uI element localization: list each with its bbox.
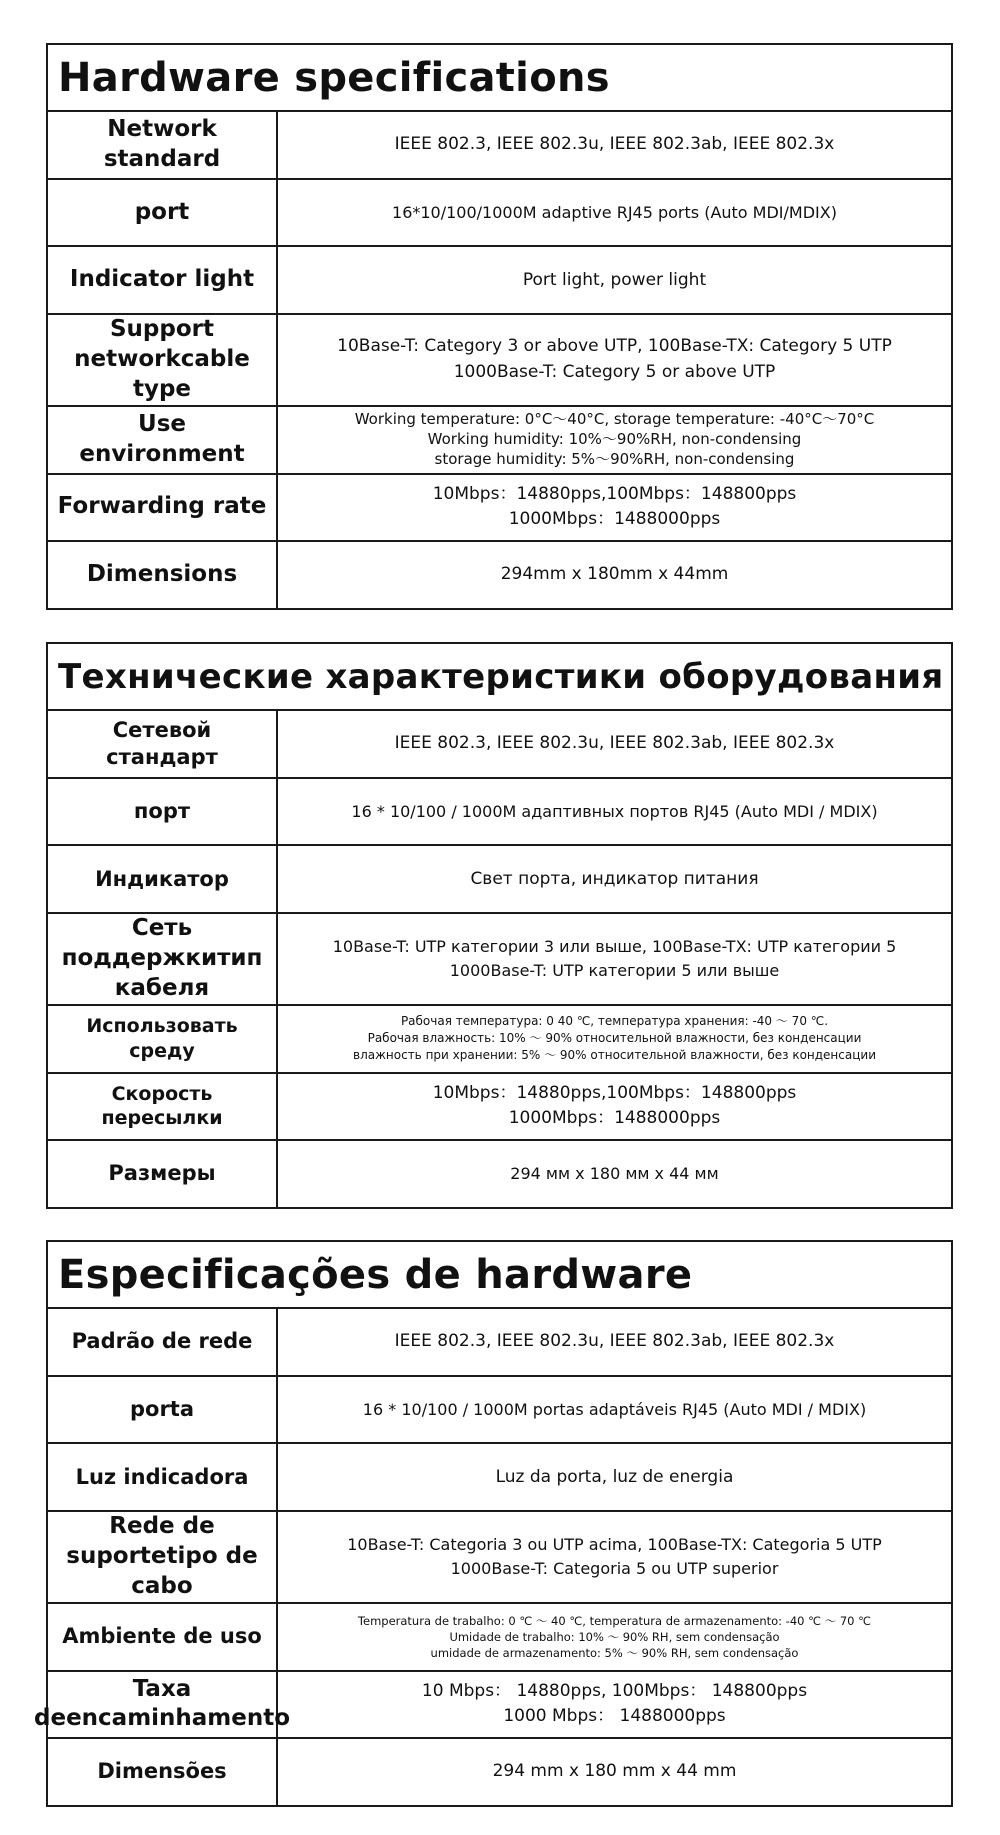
spec-value-line: 10Base-T: UTP категории 3 или выше, 100Base-TX: UTP категории 5 [332,936,897,956]
spec-value [278,1604,951,1670]
spec-label-text: Luz indicadora [75,1464,249,1489]
spec-label-text: Indicator light [69,266,255,293]
spec-value [278,1672,951,1738]
spec-label [48,1074,278,1140]
spec-row-forwarding-rate [48,475,951,543]
spec-label [48,914,278,1004]
spec-value-line: Рабочая температура: 0 40 ℃, температура хранения: -40 ～ 70 ℃. [400,1014,829,1029]
spec-value-line: umidade de armazenamento: 5% ～ 90% RH, sem condensação [430,1645,799,1660]
spec-value [278,914,951,1004]
spec-label [48,1309,278,1375]
spec-value [278,1006,951,1072]
spec-label-text: Dimensions [86,561,238,588]
spec-row-forwarding-rate [48,1074,951,1142]
spec-value [278,315,951,405]
spec-row-port [48,1377,951,1445]
spec-value-line: Working temperature: 0°C～40°C, storage temperature: -40°C～70°C [354,409,875,428]
spec-value-line: 16*10/100/1000M adaptive RJ45 ports (Auto MDI/MDIX) [392,202,837,222]
spec-value [278,1739,951,1805]
spec-label-text: Rede de suporte [66,1513,215,1570]
spec-value-line: 1000Base-T: Categoria 5 ou UTP superior [450,1558,779,1578]
spec-value-line: 294 мм x 180 мм x 44 мм [510,1164,719,1184]
spec-value [278,1444,951,1510]
spec-row-indicator [48,247,951,315]
spec-row-dimensions [48,1141,951,1207]
spec-label [48,1604,278,1670]
spec-value [278,1309,951,1375]
spec-row-cable-type [48,315,951,407]
spec-label [48,112,278,178]
spec-label-text: Ambiente de uso [62,1624,262,1649]
spec-value-line: storage humidity: 5%～90%RH, non-condensing [434,449,795,468]
spec-value [278,180,951,246]
spec-value [278,542,951,608]
spec-value-line: 294 mm x 180 mm x 44 mm [492,1761,737,1782]
spec-row-port [48,180,951,248]
spec-table-portuguese [33,1240,953,1807]
spec-label-text: tipo de cabo [131,1543,258,1599]
spec-label [48,1512,278,1602]
spec-label-text: Forwarding rate [57,493,267,520]
spec-label [48,247,278,313]
spec-value-line: влажность при хранении: 5% ～ 90% относительной влажности, без конденсации [353,1048,876,1063]
spec-label [48,1006,278,1072]
spec-row-environment [48,407,951,475]
spec-value [278,1074,951,1140]
spec-row-environment [48,1006,951,1074]
spec-value-line: 10 Mbps： 14880pps, 100Mbps： 148800pps [421,1680,808,1701]
spec-label-text: тип кабеля [114,945,263,1001]
spec-row-indicator [48,1444,951,1512]
spec-table-russian [46,642,953,1209]
spec-row-cable-type [48,1512,951,1604]
spec-label [48,407,278,473]
spec-row-dimensions [48,1739,951,1805]
spec-label-text: Support network [74,316,214,373]
spec-value [278,247,951,313]
spec-value-line: Рабочая влажность: 10% ～ 90% относительной влажности, без конденсации [367,1031,862,1046]
spec-value-line: Umidade de trabalho: 10% ～ 90% RH, sem condensação [449,1629,780,1644]
spec-row-indicator [48,846,951,914]
spec-label-text: Taxa de [33,1675,192,1732]
spec-label-text: Сетевой стандарт [106,717,218,769]
spec-value-line: 1000Base-T: UTP категории 5 или выше [449,960,780,980]
spec-value [278,407,951,473]
spec-row-environment [48,1604,951,1672]
spec-value-line: Port light, power light [522,269,707,290]
spec-value-line: IEEE 802.3, IEEE 802.3u, IEEE 802.3ab, IEEE 802.3x [394,1331,835,1352]
spec-label [48,779,278,845]
spec-value [278,475,951,541]
spec-label-text: port [134,198,190,225]
spec-value-line: Свет порта, индикатор питания [470,868,759,889]
spec-value-line: IEEE 802.3, IEEE 802.3u, IEEE 802.3ab, IEEE 802.3x [394,733,835,754]
spec-value [278,779,951,845]
spec-value-line: IEEE 802.3, IEEE 802.3u, IEEE 802.3ab, IEEE 802.3x [394,134,835,155]
spec-label-text: Индикатор [95,866,229,891]
spec-row-network-standard [48,1309,951,1377]
spec-row-network-standard [48,711,951,779]
spec-value-line: 10Mbps：14880pps,100Mbps：148800pps [432,483,797,504]
spec-value-line: 294mm x 180mm x 44mm [500,564,729,585]
spec-label [48,180,278,246]
spec-label [48,1141,278,1207]
spec-value-line: 1000Mbps：1488000pps [508,1108,721,1129]
spec-value [278,846,951,912]
spec-value-line: 1000Mbps：1488000pps [508,509,721,530]
spec-label [48,315,278,405]
spec-label-text: encaminhamento [66,1705,291,1732]
spec-label-text: cable type [132,346,250,402]
spec-label-text: Скорость пересылки [101,1082,223,1130]
spec-label [48,711,278,777]
spec-label-text: Использовать среду [86,1015,238,1062]
spec-label-text: Размеры [108,1161,216,1186]
spec-value-line: Temperatura de trabalho: 0 ℃ ～ 40 ℃, temperatura de armazenamento: -40 ℃ ～ 70 ℃ [357,1613,872,1628]
spec-value-line: 10Base-T: Category 3 or above UTP, 100Base-TX: Category 5 UTP [337,336,892,357]
spec-label [48,846,278,912]
spec-label-text: порт [133,798,191,823]
spec-row-network-standard [48,112,951,180]
spec-label-text: Network standard [103,115,221,172]
spec-row-dimensions [48,542,951,608]
spec-value [278,711,951,777]
spec-label [48,1377,278,1443]
spec-value [278,1512,951,1602]
spec-value [278,1141,951,1207]
spec-label [33,1672,291,1738]
spec-label-text: Сеть поддержки [61,915,218,972]
spec-value-line: Working humidity: 10%～90%RH, non-condensing [427,429,802,448]
spec-value [278,1377,951,1443]
spec-value-line: 16 * 10/100 / 1000M адаптивных портов RJ45 (Auto MDI / MDIX) [351,801,878,821]
spec-label-text: Use environment [79,410,245,467]
spec-label [48,1739,278,1805]
spec-label-text: Dimensões [97,1759,227,1784]
spec-value-line: 10Mbps：14880pps,100Mbps：148800pps [432,1082,797,1103]
table-title: Especificações de hardware [48,1242,951,1309]
table-title: Hardware specifications [48,45,951,112]
spec-label [48,542,278,608]
spec-value-line: 1000Base-T: Category 5 or above UTP [453,361,776,382]
spec-value-line: 1000 Mbps： 1488000pps [503,1706,726,1727]
table-title: Технические характеристики оборудования [48,644,951,711]
spec-label [48,475,278,541]
spec-label-text: Padrão de rede [71,1329,253,1354]
spec-label-text: porta [129,1396,195,1421]
spec-row-cable-type [48,914,951,1006]
spec-value-line: 10Base-T: Categoria 3 ou UTP acima, 100Base-TX: Categoria 5 UTP [347,1534,882,1554]
spec-row-port [48,779,951,847]
spec-value-line: Luz da porta, luz de energia [495,1466,734,1487]
spec-row-forwarding-rate [33,1672,951,1740]
spec-table-english [46,43,953,610]
spec-value-line: 16 * 10/100 / 1000M portas adaptáveis RJ45 (Auto MDI / MDIX) [362,1399,867,1419]
spec-value [278,112,951,178]
spec-label [48,1444,278,1510]
